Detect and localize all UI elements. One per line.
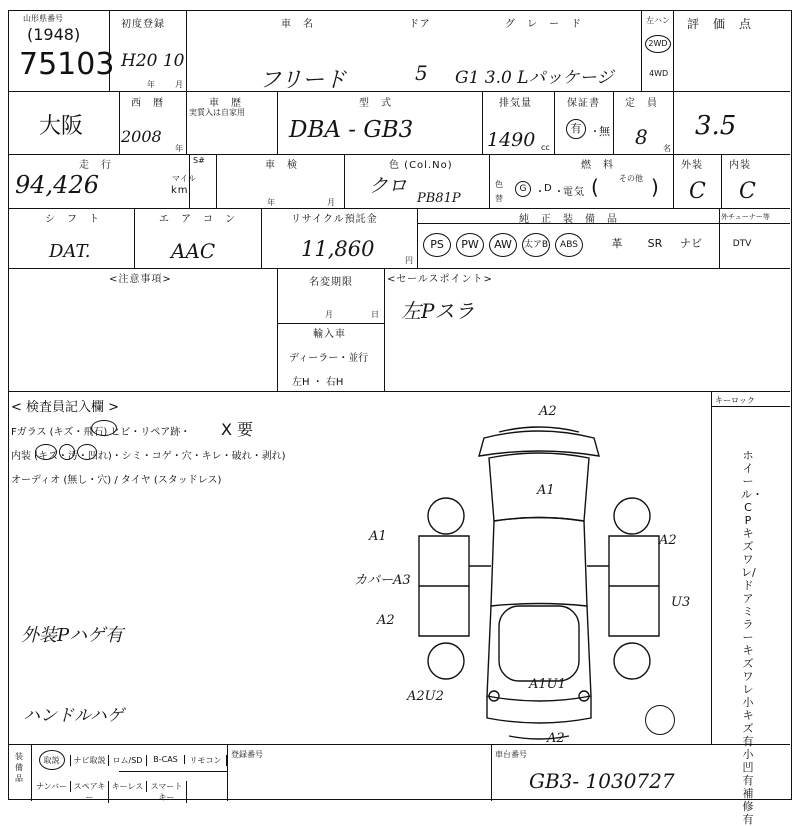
fuel-g-circle: G (515, 181, 531, 197)
stone-chip-circle (91, 420, 117, 436)
door-value: 5 (415, 61, 428, 85)
equipment-1: PW (456, 233, 484, 257)
damage-mark-8: A1U1 (529, 677, 566, 692)
foot-r2-item-2: キーレス (109, 781, 147, 792)
grade-value: G1 3.0 Lパッケージ (455, 68, 614, 88)
sales-point: 左Pスラ (401, 299, 475, 323)
inspector-title: < 検査員記入欄 > (11, 400, 120, 415)
equipment-7: ナビ (680, 237, 702, 250)
first-reg-label: 初度登録 (121, 19, 165, 30)
damage-mark-4: A2 (377, 613, 395, 628)
equipment-8: DTV (732, 239, 752, 249)
car-name-value: フリード (259, 68, 347, 93)
glass-repair-mark: X 要 (221, 420, 254, 439)
equipment-3: 太アB (522, 233, 550, 257)
foot-r2-item-1: スペアキー (71, 781, 109, 803)
foot-r1-item-3: B-CAS (147, 755, 185, 764)
recycle-value: 11,860 (301, 237, 375, 261)
car-name-label: 車 名 (281, 19, 314, 30)
chassis-number: GB3- 1030727 (529, 769, 675, 793)
damage-mark-2: A1 (369, 529, 387, 544)
foot-r1-item-2: ロム/SD (109, 755, 147, 766)
equipment-5: 革 (611, 237, 623, 250)
damage-mark-3: カバーA3 (354, 573, 411, 588)
car-body-diagram (409, 406, 669, 746)
auction-sheet: 山形県番号 (1948) 75103 初度登録 H20 10 年 月 車 名 フリード ドア 5 グ レ ー ド G1 3.0 Lパッケージ 左ハン 2WD 4WD 評 価 点 西 暦 大阪 2008 年 車 歴 実質入は自家用 型 式 DBA - GB3 排気量 1490 cc 保証書 有 ・ 無 定 員 8 名 3.5 走 行 94,426 マイル km S# 車 検 年 月 色 (Col.No) クロ PB81P 色 替 燃 料 G ・ D ・ 電気 ( その他 ) 外装 内装 C C シ フ ト DAT. エ ア コ ン AAC リサイクル預託金 11,860 円 純 正 装 備 品 外チューナー等 PS PW AW 太アB ABS 革 SR ナビ DTV <注意事項> 名変期限 月 日 輸入車 ディーラー・並行 左H ・ 右H <セールスポイント> 左Pスラ < 検査員記入欄 > Fガラス (キズ・飛石) ヒビ・リペア跡・ X 要 内装 (キズ・汚・凹れ)・シミ・コゲ・穴・キレ・破れ・剥れ) オーディオ (無し・穴) / タイヤ (スタッドレス) 外装Pハゲ有 ハンドルハゲ キーロック ホイール・CPキズワレ/ドアミラーキズワレ 小キズ有 小凹有 補修有 A2 A1 A1 カバーA3 A2 A2 U3 A2U2 A1U1 A2 装備品 取説 ナビ取説 ロム/SD B-CAS リモコン ナンバー スペアキー キーレス スマートキー 登録番号 車台番号 GB3- 1030727 (8, 10, 792, 800)
wheel-note-vertical: ホイール・CPキズワレ/ドアミラーキズワレ 小キズ有 小凹有 補修有 (741, 449, 763, 826)
first-reg-value: H20 10 (121, 51, 185, 71)
equipment-4: ABS (555, 233, 583, 257)
capacity-value: 8 (635, 125, 648, 149)
damage-mark-1: A1 (537, 483, 555, 498)
color-value: クロ (369, 175, 408, 197)
exterior-grade: C (689, 179, 706, 204)
shift-value: DAT. (49, 241, 91, 262)
foot-r1-item-4: リモコン (185, 755, 227, 766)
exterior-note: 外装Pハゲ有 (21, 625, 124, 646)
interior-grade: C (739, 179, 756, 204)
foot-r1-item-1: ナビ取説 (71, 755, 109, 766)
code-prefix: (1948) (27, 25, 81, 44)
foot-r2-item-3: スマートキー (147, 781, 187, 803)
ac-value: AAC (171, 239, 216, 263)
eval-value: 3.5 (695, 111, 737, 141)
handle-note: ハンドルハゲ (23, 706, 124, 726)
model-value: DBA - GB3 (289, 117, 414, 143)
warranty-yes-circle: 有 (566, 119, 586, 139)
manual-circle (39, 750, 65, 770)
foot-r1-item-0: 取説 (33, 755, 71, 766)
foot-r2-item-0: ナンバー (33, 781, 71, 792)
year-value: 2008 (121, 127, 162, 146)
damage-mark-6: U3 (671, 595, 691, 610)
damage-mark-7: A2U2 (407, 689, 444, 704)
equipment-2: AW (489, 233, 517, 257)
equipment-6: SR (647, 237, 663, 250)
lot-number: 75103 (19, 47, 115, 82)
damage-mark-5: A2 (659, 533, 677, 548)
equipment-0: PS (423, 233, 451, 257)
drive-2wd-circle: 2WD (645, 35, 671, 53)
mileage-value: 94,426 (15, 171, 99, 199)
damage-mark-0: A2 (539, 404, 557, 419)
displacement-value: 1490 (487, 129, 536, 151)
eval-label: 評 価 点 (687, 17, 753, 31)
color-code: PB81P (417, 191, 461, 206)
damage-mark-9: A2 (547, 731, 565, 746)
region-value: 大阪 (39, 114, 84, 139)
